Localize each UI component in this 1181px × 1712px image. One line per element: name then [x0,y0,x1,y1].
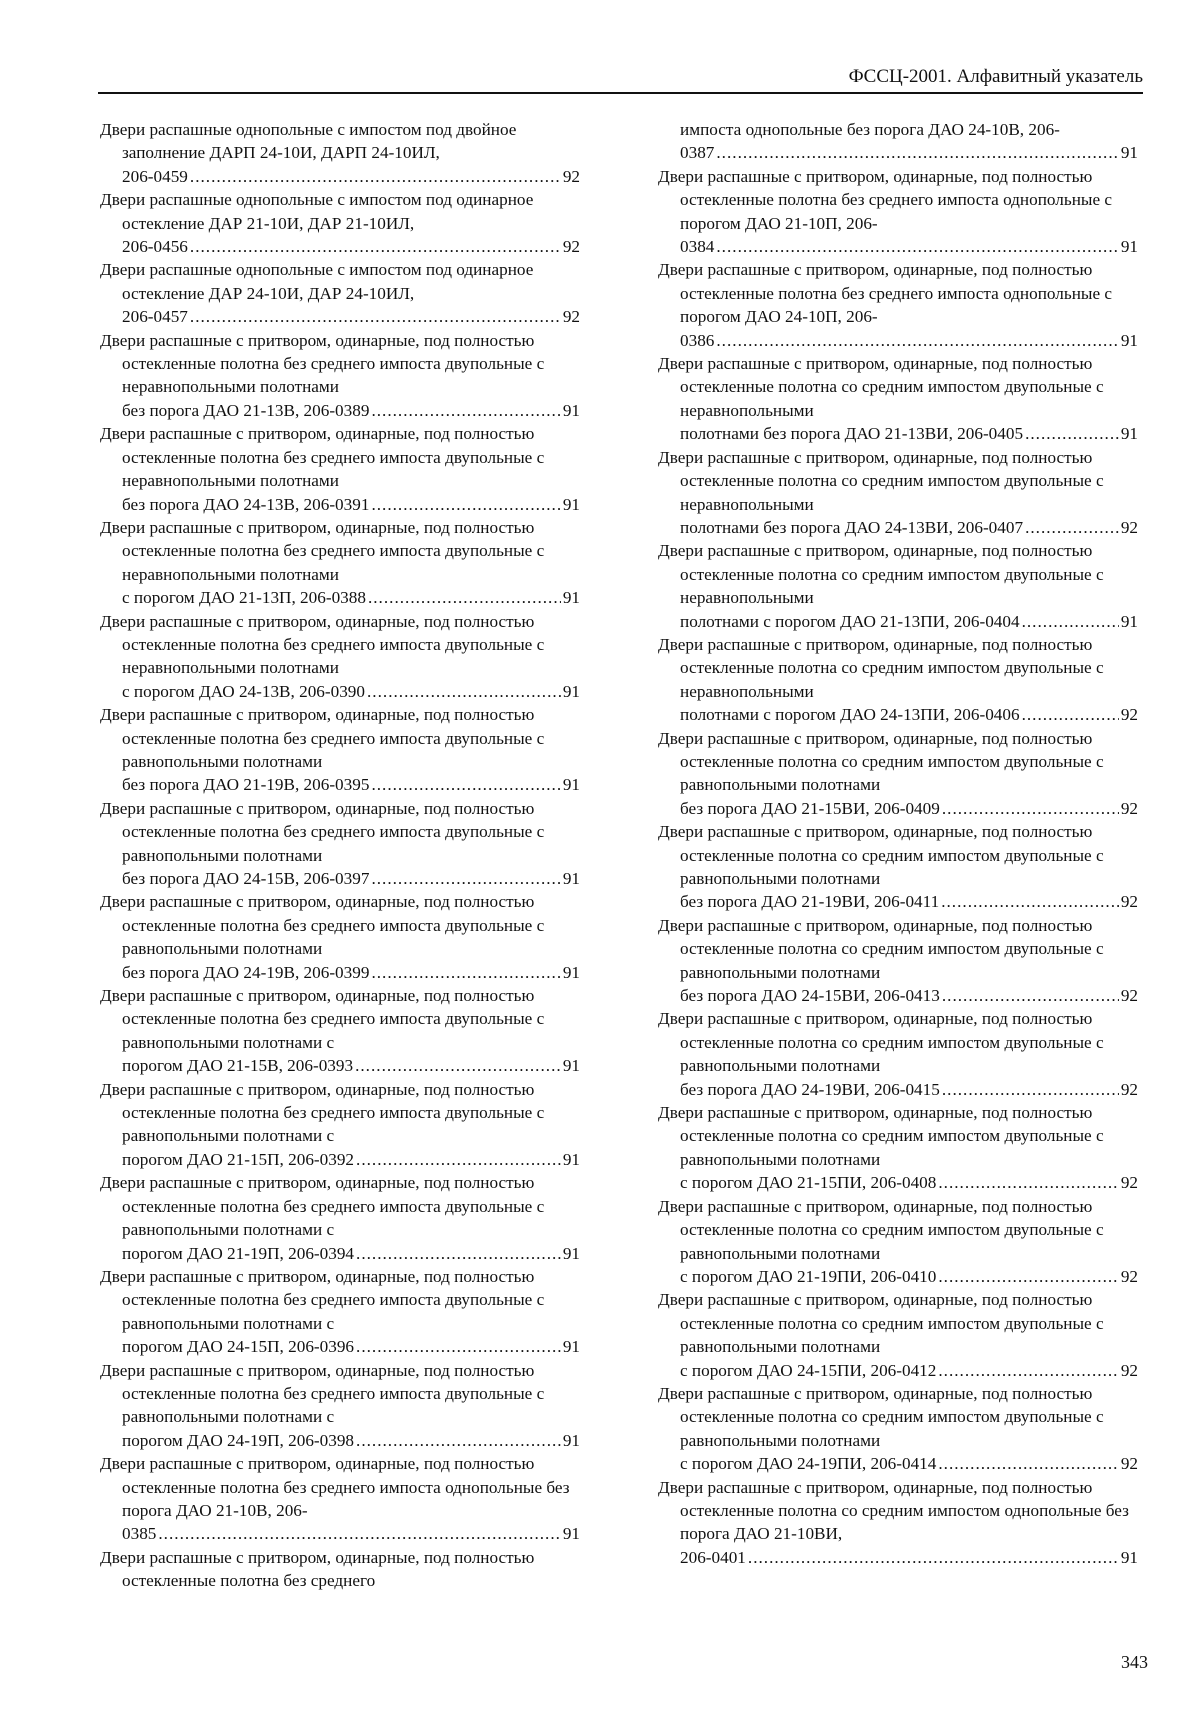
entry-text: Двери распашные с притвором, одинарные, под полностью остекленные полотна со средним импостом двупольные с равнопольными полотнами [658,1290,1104,1357]
entry-page-ref: 91 [562,1337,580,1357]
entry-code: порогом ДАО 21-19П, 206-0394 [122,1243,355,1263]
dot-leader [942,797,1119,820]
entry-last-line [680,610,1138,633]
entry-text: Двери распашные с притвором, одинарные, под полностью остекленные полотна без среднего импоста двупольные с неравнопольными полотнами [100,517,545,584]
index-entry [658,1288,1138,1382]
entry-code: 0385 [122,1524,157,1544]
entry-code: полотнами без порога ДАО 21-13ВИ, 206-0405 [680,424,1024,444]
index-entry [100,258,580,328]
index-entry [658,446,1138,540]
entry-last-line [680,1359,1138,1382]
entry-code: без порога ДАО 24-15В, 206-0397 [122,869,370,888]
index-entry [100,703,580,797]
entry-code: 206-0459 [122,166,188,186]
entry-text: Двери распашные с притвором, одинарные, под полностью остекленные полотна без среднего импоста двупольные с равнопольными полотнами с [100,1079,545,1146]
index-column-left [100,118,580,1593]
dot-leader [716,329,1118,352]
dot-leader [716,141,1118,164]
entry-code: 206-0457 [122,307,188,327]
index-entry [658,539,1138,633]
entry-code: 0387 [680,143,715,163]
index-entry [100,1546,580,1593]
entry-last-line [680,797,1138,820]
entry-text: Двери распашные с притвором, одинарные, под полностью остекленные полотна со средним импостом двупольные с равнопольными полотнами [658,822,1104,888]
entry-text: Двери распашные с притвором, одинарные, под полностью остекленные полотна без среднего импоста двупольные с равнопольными полотнами с [100,1360,545,1427]
entry-page-ref: 92 [1120,892,1138,912]
entry-last-line [122,305,580,328]
entry-text: Двери распашные однопольные с импостом под одинарное остекление ДАР 24-10И, ДАР 24-10ИЛ, [100,260,534,303]
dot-leader [368,586,561,609]
entry-text: Двери распашные с притвором, одинарные, под полностью остекленные полотна со средним импостом двупольные с равнопольными полотнами [658,1009,1104,1076]
index-entry [658,1476,1138,1570]
page-number: 343 [1121,1652,1148,1672]
index-entry [100,329,580,423]
entry-text: Двери распашные с притвором, одинарные, под полностью остекленные полотна со средним импостом двупольные с равнопольными полотнами [658,915,1104,982]
entry-text: Двери распашные с притвором, одинарные, под полностью остекленные полотна без среднего импоста однопольные с порогом ДАО 21-10П, 206- [658,166,1112,233]
index-entry [658,1195,1138,1289]
index-entry [658,1382,1138,1476]
entry-code: с порогом ДАО 24-15ПИ, 206-0412 [680,1360,937,1380]
index-entry [100,1359,580,1453]
dot-leader [942,1078,1119,1101]
dot-leader [1022,610,1119,633]
entry-page-ref: 91 [562,681,580,701]
dot-leader [158,1522,560,1545]
dot-leader [942,984,1119,1007]
entry-code: порогом ДАО 24-15П, 206-0396 [122,1337,355,1357]
entry-page-ref: 92 [562,166,580,186]
entry-code: без порога ДАО 24-15ВИ, 206-0413 [680,986,940,1006]
entry-text: Двери распашные с притвором, одинарные, под полностью остекленные полотна без среднего импоста двупольные с неравнопольными полотнами [100,424,545,491]
entry-code: полотнами без порога ДАО 24-13ВИ, 206-0407 [680,517,1024,537]
entry-last-line [680,1452,1138,1475]
entry-text: Двери распашные с притвором, одинарные, под полностью остекленные полотна без среднего импоста двупольные с равнопольными полотнами с [100,1266,545,1333]
entry-text: Двери распашные с притвором, одинарные, под полностью остекленные полотна без среднего импоста двупольные с неравнопольными полотнами [100,611,545,678]
entry-text: Двери распашные с притвором, одинарные, под полностью остекленные полотна со средним импостом двупольные с равнопольными полотнами [658,1196,1104,1263]
entry-code: без порога ДАО 24-13В, 206-0391 [122,494,370,514]
entry-page-ref: 92 [1120,1360,1138,1380]
entry-text: Двери распашные с притвором, одинарные, под полностью остекленные полотна без среднего импоста однопольные без порога ДАО 21-10В, 206- [100,1454,570,1520]
entry-code: без порога ДАО 21-19ВИ, 206-0411 [680,892,940,912]
entry-text: Двери распашные с притвором, одинарные, под полностью остекленные полотна со средним импостом двупольные с равнопольными полотнами [658,1383,1104,1450]
index-entry [658,118,1138,165]
entry-code: без порога ДАО 24-19ВИ, 206-0415 [680,1079,940,1099]
dot-leader [748,1546,1119,1569]
entry-last-line [680,422,1138,445]
entry-text: Двери распашные с притвором, одинарные, под полностью остекленные полотна без среднего импоста двупольные с равнопольными полотнами [100,705,545,771]
entry-last-line [680,1171,1138,1194]
dot-leader [356,1335,561,1358]
dot-leader [941,890,1119,913]
entry-last-line [122,1054,580,1077]
entry-page-ref: 91 [1120,143,1138,163]
entry-last-line [680,984,1138,1007]
entry-page-ref: 91 [562,588,580,608]
entry-code: с порогом ДАО 24-13В, 206-0390 [122,681,365,701]
entry-text: Двери распашные с притвором, одинарные, под полностью остекленные полотна без среднего импоста двупольные с равнопольными полотнами [100,798,545,865]
entry-page-ref: 91 [562,1056,580,1076]
entry-page-ref: 92 [562,307,580,327]
entry-last-line [122,1522,580,1545]
index-column-right [658,118,1138,1569]
dot-leader [190,305,561,328]
dot-leader [371,773,560,796]
entry-code: 0386 [680,330,715,350]
entry-code: 0384 [680,237,715,257]
index-entry [658,633,1138,727]
dot-leader [190,165,561,188]
entry-last-line [122,867,580,890]
entry-code: с порогом ДАО 21-13П, 206-0388 [122,588,366,608]
entry-page-ref: 91 [1120,1547,1138,1567]
dot-leader [356,1429,561,1452]
index-entry [658,1101,1138,1195]
entry-page-ref: 92 [1120,1266,1138,1286]
entry-text: Двери распашные с притвором, одинарные, под полностью остекленные полотна без среднего импоста двупольные с равнопольными полотнами с [100,1173,545,1240]
entry-page-ref: 91 [562,1149,580,1169]
entry-text: Двери распашные с притвором, одинарные, под полностью остекленные полотна со средним импостом двупольные с равнопольными полотнами [658,1103,1104,1169]
entry-code: 206-0456 [122,237,188,257]
entry-page-ref: 92 [1120,798,1138,818]
entry-text: Двери распашные однопольные с импостом под одинарное остекление ДАР 21-10И, ДАР 21-10ИЛ, [100,190,534,233]
entry-code: без порога ДАО 21-19В, 206-0395 [122,775,370,795]
entry-last-line [680,1265,1138,1288]
entry-code: порогом ДАО 21-15П, 206-0392 [122,1149,355,1169]
entry-code: полотнами с порогом ДАО 24-13ПИ, 206-0406 [680,705,1020,725]
entry-last-line [122,586,580,609]
entry-last-line [680,141,1138,164]
entry-text: Двери распашные с притвором, одинарные, под полностью остекленные полотна без среднего импоста двупольные с неравнопольными полотнами [100,330,545,397]
dot-leader [356,1242,561,1265]
entry-text: Двери распашные с притвором, одинарные, под полностью остекленные полотна без среднего импоста однопольные с порогом ДАО 24-10П, 206- [658,260,1112,327]
entry-text: Двери распашные с притвором, одинарные, под полностью остекленные полотна со средним импостом двупольные с неравнопольными [658,541,1104,608]
entry-code: порогом ДАО 24-19П, 206-0398 [122,1430,355,1450]
entry-text: Двери распашные с притвором, одинарные, под полностью остекленные полотна со средним импостом однопольные без порога ДАО 21-10ВИ, [658,1477,1129,1544]
entry-last-line [122,1335,580,1358]
entry-text: Двери распашные с притвором, одинарные, под полностью остекленные полотна без среднего импоста двупольные с равнопольными полотнами с [100,986,545,1052]
dot-leader [938,1265,1118,1288]
index-entry [658,165,1138,259]
entry-last-line [680,1546,1138,1569]
entry-code: с порогом ДАО 24-19ПИ, 206-0414 [680,1454,937,1474]
dot-leader [938,1171,1118,1194]
dot-leader [938,1452,1118,1475]
index-entry [100,1171,580,1265]
entry-page-ref: 92 [1120,1454,1138,1474]
dot-leader [1025,422,1119,445]
entry-last-line [122,1148,580,1171]
dot-leader [716,235,1118,258]
entry-page-ref: 91 [562,775,580,795]
entry-last-line [122,961,580,984]
index-entry [100,610,580,704]
entry-last-line [680,703,1138,726]
dot-leader [1025,516,1119,539]
entry-page-ref: 92 [562,237,580,257]
entry-last-line [680,329,1138,352]
entry-last-line [680,1078,1138,1101]
index-entry [658,352,1138,446]
entry-page-ref: 91 [562,1524,580,1544]
dot-leader [371,399,560,422]
entry-last-line [122,235,580,258]
entry-text: Двери распашные с притвором, одинарные, под полностью остекленные полотна со средним импостом двупольные с неравнопольными [658,634,1104,701]
entry-last-line [122,1242,580,1265]
dot-leader [356,1148,561,1171]
entry-last-line [122,399,580,422]
entry-last-line [680,235,1138,258]
entry-page-ref: 91 [562,962,580,982]
index-entry [100,422,580,516]
entry-page-ref: 91 [1120,611,1138,631]
index-entry [100,890,580,984]
dot-leader [371,867,560,890]
entry-page-ref: 92 [1120,705,1138,725]
entry-code: с порогом ДАО 21-15ПИ, 206-0408 [680,1173,937,1193]
entry-code: без порога ДАО 24-19В, 206-0399 [122,962,370,982]
entry-page-ref: 92 [1120,517,1138,537]
dot-leader [190,235,561,258]
dot-leader [355,1054,561,1077]
entry-last-line [680,516,1138,539]
entry-last-line [680,890,1138,913]
dot-leader [371,961,560,984]
entry-page-ref: 91 [562,1430,580,1450]
index-entry [100,797,580,891]
entry-page-ref: 91 [562,494,580,514]
dot-leader [1022,703,1119,726]
entry-last-line [122,493,580,516]
entry-last-line [122,680,580,703]
index-entry [658,914,1138,1008]
entry-page-ref: 91 [562,400,580,420]
entry-text: Двери распашные однопольные с импостом под двойное заполнение ДАРП 24-10И, ДАРП 24-10ИЛ, [100,120,517,163]
dot-leader [938,1359,1118,1382]
entry-code: с порогом ДАО 21-19ПИ, 206-0410 [680,1266,937,1286]
index-entry [100,118,580,188]
index-entry [658,727,1138,821]
header-title: ФССЦ-2001. Алфавитный указатель [848,66,1143,87]
index-entry [100,1452,580,1546]
entry-code: порогом ДАО 21-15В, 206-0393 [122,1056,354,1076]
index-entry [100,516,580,610]
entry-text: Двери распашные с притвором, одинарные, под полностью остекленные полотна без среднего [100,1547,535,1591]
entry-code: 206-0401 [680,1547,746,1567]
dot-leader [371,493,560,516]
index-entry [100,1078,580,1172]
index-entry [658,1007,1138,1101]
entry-text: импоста однопольные без порога ДАО 24-10В, 206- [680,120,1060,139]
entry-page-ref: 91 [562,869,580,888]
index-entry [100,1265,580,1359]
index-entry [658,258,1138,352]
entry-page-ref: 91 [1120,424,1138,444]
index-entry [100,984,580,1078]
entry-page-ref: 91 [1120,237,1138,257]
entry-code: без порога ДАО 21-15ВИ, 206-0409 [680,798,940,818]
entry-page-ref: 92 [1120,1079,1138,1099]
entry-text: Двери распашные с притвором, одинарные, под полностью остекленные полотна без среднего импоста двупольные с равнопольными полотнами [100,892,545,959]
entry-code: полотнами с порогом ДАО 21-13ПИ, 206-0404 [680,611,1020,631]
entry-page-ref: 91 [1120,330,1138,350]
entry-last-line [122,1429,580,1452]
entry-text: Двери распашные с притвором, одинарные, под полностью остекленные полотна со средним импостом двупольные с неравнопольными [658,354,1104,420]
index-entry [100,188,580,258]
dot-leader [367,680,561,703]
entry-last-line [122,773,580,796]
entry-last-line [122,165,580,188]
entry-code: без порога ДАО 21-13В, 206-0389 [122,400,370,420]
entry-page-ref: 92 [1120,1173,1138,1193]
entry-text: Двери распашные с притвором, одинарные, под полностью остекленные полотна со средним импостом двупольные с неравнопольными [658,447,1104,514]
entry-page-ref: 91 [562,1243,580,1263]
running-header [98,66,1143,94]
entry-text: Двери распашные с притвором, одинарные, под полностью остекленные полотна со средним импостом двупольные с равнопольными полотнами [658,728,1104,795]
entry-page-ref: 92 [1120,986,1138,1006]
index-entry [658,820,1138,914]
